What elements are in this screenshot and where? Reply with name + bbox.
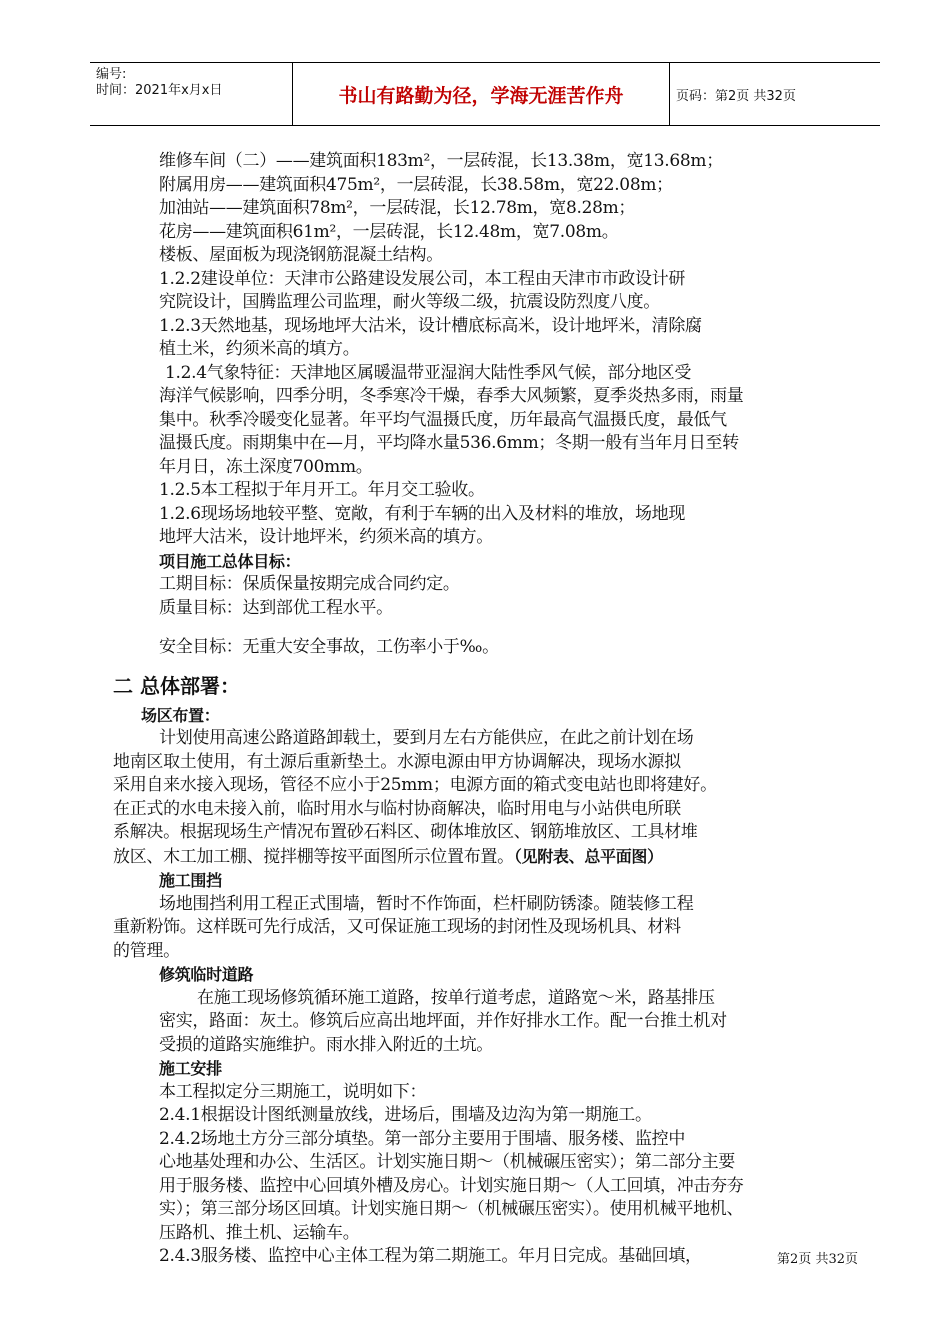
body-line-text: 放区、木工加工棚、搅拌棚等按平面图所示位置布置。 — [113, 846, 514, 867]
body-line: 1.2.6现场场地较平整、宽敞，有利于车辆的出入及材料的堆放，场地现 — [159, 503, 686, 524]
road-heading: 修筑临时道路 — [159, 965, 254, 984]
layout-heading: 场区布置： — [141, 705, 220, 725]
body-line: 1.2.4气象特征：天津地区属暖温带亚湿润大陆性季风气候，部分地区受 — [165, 362, 692, 383]
body-line: 2.4.1根据设计图纸测量放线，进场后，围墙及边沟为第一期施工。 — [159, 1105, 652, 1125]
section-title: 二 总体部署： — [113, 673, 240, 698]
body-line: 受损的道路实施维护。雨水排入附近的土坑。 — [159, 1034, 493, 1055]
body-line: 地坪大沽米，设计地坪米，约须米高的填方。 — [159, 527, 493, 547]
body-line: 究院设计，国腾监理公司监理，耐火等级二级，抗震设防烈度八度。 — [159, 292, 660, 312]
plan-heading: 施工安排 — [159, 1059, 222, 1078]
body-line: 压路机、推土机、运输车。 — [159, 1222, 360, 1243]
body-line: 年月日，冻土深度700mm。 — [159, 456, 373, 477]
time-label: 时间：2021年x月x日 — [96, 83, 223, 98]
body-line: 2.4.3服务楼、监控中心主体工程为第二期施工。年月日完成。基础回填， — [159, 1246, 702, 1266]
goal-quality: 质量目标：达到部优工程水平。 — [159, 597, 393, 618]
layout-note: （见附表、总平面图） — [513, 846, 663, 866]
document-header — [90, 62, 880, 126]
body-line: 计划使用高速公路道路卸载土，要到月左右方能供应，在此之前计划在场 — [159, 728, 694, 748]
body-line: 密实，路面：灰土。修筑后应高出地坪面，并作好排水工作。配一台推土机对 — [159, 1011, 727, 1031]
body-line: 心地基处理和办公、生活区。计划实施日期～（机械碾压密实）；第二部分主要 — [159, 1152, 735, 1172]
body-line: 实）；第三部分场区回填。计划实施日期～（机械碾压密实）。使用机械平地机、 — [159, 1199, 744, 1219]
document-body — [113, 150, 873, 1269]
page-footer: 第2页 共32页 — [777, 1252, 858, 1267]
body-line: 的管理。 — [113, 940, 180, 961]
fence-heading: 施工围挡 — [159, 871, 222, 890]
body-line: 花房——建筑面积61m²，一层砖混，长12.48m，宽7.08m。 — [159, 221, 619, 242]
goal-schedule: 工期目标：保质保量按期完成合同约定。 — [159, 574, 460, 594]
body-line: 附属用房——建筑面积475m²，一层砖混，长38.58m，宽22.08m； — [159, 174, 673, 195]
body-line: 楼板、屋面板为现浇钢筋混凝土结构。 — [159, 245, 443, 265]
goals-heading: 项目施工总体目标： — [159, 551, 301, 571]
header-page-info: 页码：第2页 共32页 — [676, 88, 796, 104]
body-line: 海洋气候影响，四季分明，冬季寒冷干燥，春季大风频繁，夏季炎热多雨，雨量 — [159, 386, 744, 406]
body-line: 系解决。根据现场生产情况布置砂石料区、砌体堆放区、钢筋堆放区、工具材堆 — [113, 822, 698, 842]
body-line — [113, 845, 873, 870]
body-line: 用于服务楼、监控中心回填外槽及房心。计划实施日期～（人工回填，冲击夯夯 — [159, 1175, 744, 1196]
body-line: 1.2.2建设单位：天津市公路建设发展公司，本工程由天津市市政设计研 — [159, 268, 686, 289]
body-line: 采用自来水接入现场，管径不应小于25mm；电源方面的箱式变电站也即将建好。 — [113, 775, 717, 795]
body-line: 温摄氏度。雨期集中在—月，平均降水量536.6mm；冬期一般有当年月日至转 — [159, 433, 739, 453]
body-line: 重新粉饰。这样既可先行成活，又可保证施工现场的封闭性及现场机具、材料 — [113, 917, 681, 937]
body-line: 维修车间（二）——建筑面积183m²，一层砖混，长13.38m，宽13.68m； — [159, 151, 723, 171]
body-line: 在正式的水电未接入前，临时用水与临村协商解决，临时用电与小站供电所联 — [113, 798, 681, 819]
body-line: 1.2.5本工程拟于年月开工。年月交工验收。 — [159, 480, 485, 500]
body-line: 加油站——建筑面积78m²，一层砖混，长12.78m，宽8.28m； — [159, 198, 636, 218]
body-line: 本工程拟定分三期施工，说明如下： — [159, 1081, 427, 1102]
body-line: 在施工现场修筑循环施工道路，按单行道考虑，道路宽～米，路基排压 — [197, 987, 715, 1008]
body-line: 场地围挡利用工程正式围墙，暂时不作饰面，栏杆刷防锈漆。随装修工程 — [159, 893, 694, 914]
body-line: 植土米，约须米高的填方。 — [159, 339, 360, 359]
body-line: 地南区取土使用，有土源后重新垫土。水源电源由甲方协调解决，现场水源拟 — [113, 751, 681, 772]
body-line: 1.2.3天然地基，现场地坪大沽米，设计槽底标高米，设计地坪米，清除腐 — [159, 315, 702, 336]
header-motto: 书山有路勤为径，学海无涯苦作舟 — [293, 63, 670, 125]
body-line: 2.4.2场地土方分三部分填垫。第一部分主要用于围墙、服务楼、监控中 — [159, 1128, 686, 1149]
number-label: 编号: — [96, 67, 127, 82]
goal-safety: 安全目标：无重大安全事故，工伤率小于‰。 — [159, 637, 499, 657]
header-meta-cell — [90, 63, 293, 125]
body-line: 集中。秋季冷暖变化显著。年平均气温摄氏度，历年最高气温摄氏度，最低气 — [159, 409, 727, 430]
